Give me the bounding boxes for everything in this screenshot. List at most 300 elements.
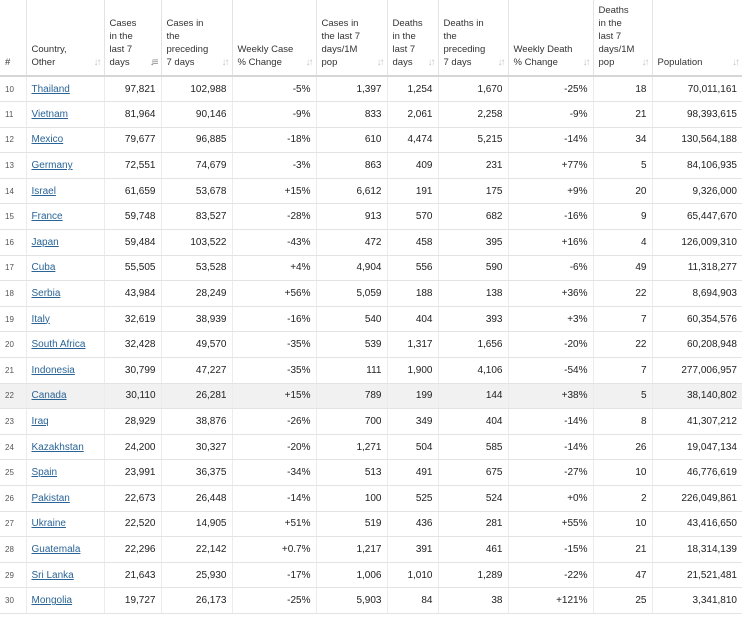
deaths-per-million-cell: 49 [593, 255, 652, 281]
deaths-last-7-days-cell: 349 [387, 409, 438, 435]
country-cell [26, 306, 104, 332]
deaths-preceding-cell: 404 [438, 409, 508, 435]
cases-preceding-cell: 26,281 [161, 383, 232, 409]
cases-last-7-days-cell: 30,799 [104, 358, 161, 384]
population-cell: 18,314,139 [652, 537, 742, 563]
country-link[interactable]: Canada [31, 390, 67, 402]
deaths-last-7-days-cell: 436 [387, 511, 438, 537]
weekly-death-change-cell: +121% [508, 588, 593, 614]
country-cell [26, 76, 104, 102]
deaths-preceding-cell: 1,289 [438, 562, 508, 588]
cases-last-7-days-cell: 32,428 [104, 332, 161, 358]
table-row [0, 588, 742, 614]
cases-preceding-cell: 26,173 [161, 588, 232, 614]
col-header-country[interactable] [26, 0, 104, 76]
cases-last-7-days-cell: 21,643 [104, 562, 161, 588]
weekly-case-change-cell: -26% [232, 409, 316, 435]
country-link[interactable]: Indonesia [31, 364, 75, 376]
country-link[interactable]: Germany [31, 160, 73, 172]
cases-preceding-cell: 30,327 [161, 434, 232, 460]
weekly-death-change-cell: -15% [508, 537, 593, 563]
table-row [0, 332, 742, 358]
rank-cell: 10 [0, 76, 26, 102]
population-cell: 126,009,310 [652, 230, 742, 256]
cases-preceding-cell: 103,522 [161, 230, 232, 256]
cases-preceding-cell: 38,939 [161, 306, 232, 332]
cases-per-million-cell: 700 [316, 409, 387, 435]
cases-preceding-cell: 53,678 [161, 178, 232, 204]
deaths-per-million-cell: 21 [593, 102, 652, 128]
population-cell: 43,416,650 [652, 511, 742, 537]
deaths-preceding-cell: 682 [438, 204, 508, 230]
population-cell: 98,393,615 [652, 102, 742, 128]
cases-preceding-cell: 26,448 [161, 486, 232, 512]
deaths-last-7-days-cell: 2,061 [387, 102, 438, 128]
weekly-case-change-cell: -34% [232, 460, 316, 486]
cases-per-million-cell: 540 [316, 306, 387, 332]
country-cell [26, 511, 104, 537]
deaths-per-million-cell: 2 [593, 486, 652, 512]
table-row [0, 562, 742, 588]
deaths-per-million-cell: 18 [593, 76, 652, 102]
population-cell: 38,140,802 [652, 383, 742, 409]
cases-per-million-cell: 4,904 [316, 255, 387, 281]
country-cell [26, 102, 104, 128]
country-link[interactable]: Ukraine [31, 518, 66, 530]
cases-per-million-cell: 789 [316, 383, 387, 409]
country-link[interactable]: Mexico [31, 134, 64, 146]
sort-icon: ↓↑ [305, 57, 312, 68]
country-cell [26, 486, 104, 512]
cases-last-7-days-cell: 97,821 [104, 76, 161, 102]
deaths-last-7-days-cell: 404 [387, 306, 438, 332]
deaths-preceding-cell: 675 [438, 460, 508, 486]
cases-last-7-days-cell: 22,520 [104, 511, 161, 537]
weekly-death-change-cell: -6% [508, 255, 593, 281]
table-row [0, 358, 742, 384]
col-header-weekly-case-change[interactable] [232, 0, 316, 76]
col-header-cases-preceding[interactable] [161, 0, 232, 76]
weekly-death-change-cell: +77% [508, 153, 593, 179]
table-row [0, 306, 742, 332]
cases-preceding-cell: 47,227 [161, 358, 232, 384]
cases-last-7-days-cell: 61,659 [104, 178, 161, 204]
population-cell: 19,047,134 [652, 434, 742, 460]
country-link[interactable]: Italy [31, 313, 50, 325]
weekly-death-change-cell: -14% [508, 434, 593, 460]
deaths-per-million-cell: 26 [593, 434, 652, 460]
population-cell: 84,106,935 [652, 153, 742, 179]
col-header-weekly-death-change[interactable] [508, 0, 593, 76]
cases-per-million-cell: 472 [316, 230, 387, 256]
country-cell [26, 204, 104, 230]
weekly-case-change-cell: +0.7% [232, 537, 316, 563]
deaths-last-7-days-cell: 556 [387, 255, 438, 281]
deaths-preceding-cell: 1,670 [438, 76, 508, 102]
rank-cell: 22 [0, 383, 26, 409]
deaths-per-million-cell: 4 [593, 230, 652, 256]
col-header-label: Population [657, 57, 703, 68]
rank-cell: 26 [0, 486, 26, 512]
deaths-last-7-days-cell: 391 [387, 537, 438, 563]
country-link[interactable]: Pakistan [31, 492, 70, 504]
country-link[interactable]: Iraq [31, 416, 49, 428]
weekly-case-change-cell: -18% [232, 127, 316, 153]
population-cell: 60,354,576 [652, 306, 742, 332]
weekly-death-change-cell: +0% [508, 486, 593, 512]
deaths-preceding-cell: 231 [438, 153, 508, 179]
sort-icon: ↓↑ [641, 57, 648, 68]
sort-icon: ↓↑ [221, 57, 228, 68]
deaths-preceding-cell: 590 [438, 255, 508, 281]
country-link[interactable]: Japan [31, 236, 59, 248]
rank-cell: 17 [0, 255, 26, 281]
weekly-case-change-cell: +15% [232, 178, 316, 204]
deaths-last-7-days-cell: 84 [387, 588, 438, 614]
cases-per-million-cell: 5,903 [316, 588, 387, 614]
population-cell: 41,307,212 [652, 409, 742, 435]
deaths-last-7-days-cell: 504 [387, 434, 438, 460]
deaths-last-7-days-cell: 1,254 [387, 76, 438, 102]
cases-last-7-days-cell: 22,673 [104, 486, 161, 512]
cases-last-7-days-cell: 59,748 [104, 204, 161, 230]
deaths-last-7-days-cell: 1,010 [387, 562, 438, 588]
sort-active-icon: ↓≡ [149, 57, 157, 68]
col-header-label: Deaths in the preceding 7 days [443, 18, 486, 68]
rank-cell: 13 [0, 153, 26, 179]
deaths-last-7-days-cell: 4,474 [387, 127, 438, 153]
country-link[interactable]: South Africa [31, 339, 86, 351]
deaths-per-million-cell: 10 [593, 511, 652, 537]
population-cell: 277,006,957 [652, 358, 742, 384]
col-header-cases-last-7-days[interactable] [104, 0, 161, 76]
deaths-preceding-cell: 281 [438, 511, 508, 537]
cases-preceding-cell: 22,142 [161, 537, 232, 563]
cases-last-7-days-cell: 23,991 [104, 460, 161, 486]
weekly-death-change-cell: +55% [508, 511, 593, 537]
table-row [0, 102, 742, 128]
col-header-label: Weekly Case % Change [237, 44, 294, 68]
rank-cell: 20 [0, 332, 26, 358]
table-row [0, 178, 742, 204]
country-link[interactable]: Guatemala [31, 543, 81, 555]
table-row [0, 409, 742, 435]
weekly-case-change-cell: +15% [232, 383, 316, 409]
deaths-preceding-cell: 395 [438, 230, 508, 256]
weekly-death-change-cell: -9% [508, 102, 593, 128]
cases-per-million-cell: 6,612 [316, 178, 387, 204]
cases-preceding-cell: 90,146 [161, 102, 232, 128]
rank-cell: 25 [0, 460, 26, 486]
weekly-death-change-cell: +36% [508, 281, 593, 307]
population-cell: 11,318,277 [652, 255, 742, 281]
weekly-death-change-cell: +38% [508, 383, 593, 409]
col-header-label: Cases in the last 7 days/1M pop [321, 18, 361, 68]
country-link[interactable]: Cuba [31, 262, 56, 274]
cases-preceding-cell: 25,930 [161, 562, 232, 588]
weekly-death-change-cell: -22% [508, 562, 593, 588]
rank-cell: 28 [0, 537, 26, 563]
deaths-preceding-cell: 38 [438, 588, 508, 614]
table-header-row [0, 0, 742, 76]
table-row [0, 511, 742, 537]
sort-icon: ↓↑ [376, 57, 383, 68]
deaths-preceding-cell: 4,106 [438, 358, 508, 384]
weekly-death-change-cell: +16% [508, 230, 593, 256]
weekly-case-change-cell: -16% [232, 306, 316, 332]
deaths-per-million-cell: 7 [593, 306, 652, 332]
cases-preceding-cell: 28,249 [161, 281, 232, 307]
country-cell [26, 358, 104, 384]
country-cell [26, 588, 104, 614]
weekly-death-change-cell: +3% [508, 306, 593, 332]
table-body [0, 76, 742, 613]
weekly-death-change-cell: -14% [508, 127, 593, 153]
weekly-case-change-cell: -14% [232, 486, 316, 512]
country-link[interactable]: Israel [31, 185, 56, 197]
population-cell: 9,326,000 [652, 178, 742, 204]
weekly-death-change-cell: +9% [508, 178, 593, 204]
cases-per-million-cell: 111 [316, 358, 387, 384]
rank-cell: 27 [0, 511, 26, 537]
sort-icon: ↓↑ [732, 57, 738, 68]
col-header-label: Cases in the last 7 days [109, 18, 137, 68]
country-link[interactable]: Vietnam [31, 108, 69, 120]
table-row [0, 537, 742, 563]
weekly-death-change-cell: -14% [508, 409, 593, 435]
cases-last-7-days-cell: 28,929 [104, 409, 161, 435]
cases-per-million-cell: 1,397 [316, 76, 387, 102]
weekly-case-change-cell: -35% [232, 358, 316, 384]
rank-cell: 19 [0, 306, 26, 332]
deaths-preceding-cell: 5,215 [438, 127, 508, 153]
weekly-death-change-cell: -16% [508, 204, 593, 230]
deaths-per-million-cell: 7 [593, 358, 652, 384]
cases-per-million-cell: 519 [316, 511, 387, 537]
col-header-deaths-last-7-days[interactable] [387, 0, 438, 76]
population-cell: 226,049,861 [652, 486, 742, 512]
weekly-case-change-cell: -5% [232, 76, 316, 102]
deaths-preceding-cell: 524 [438, 486, 508, 512]
deaths-preceding-cell: 2,258 [438, 102, 508, 128]
deaths-last-7-days-cell: 1,317 [387, 332, 438, 358]
cases-preceding-cell: 38,876 [161, 409, 232, 435]
deaths-last-7-days-cell: 491 [387, 460, 438, 486]
country-cell [26, 281, 104, 307]
deaths-last-7-days-cell: 199 [387, 383, 438, 409]
deaths-preceding-cell: 461 [438, 537, 508, 563]
col-header-label: Cases in the preceding 7 days [166, 18, 209, 68]
deaths-per-million-cell: 25 [593, 588, 652, 614]
weekly-death-change-cell: -54% [508, 358, 593, 384]
cases-last-7-days-cell: 59,484 [104, 230, 161, 256]
cases-preceding-cell: 74,679 [161, 153, 232, 179]
deaths-per-million-cell: 22 [593, 332, 652, 358]
rank-cell: 15 [0, 204, 26, 230]
country-link[interactable]: Thailand [31, 83, 70, 95]
rank-cell: 23 [0, 409, 26, 435]
country-cell [26, 255, 104, 281]
deaths-preceding-cell: 144 [438, 383, 508, 409]
cases-last-7-days-cell: 72,551 [104, 153, 161, 179]
table-row [0, 76, 742, 102]
country-link[interactable]: Sri Lanka [31, 569, 74, 581]
cases-last-7-days-cell: 22,296 [104, 537, 161, 563]
deaths-last-7-days-cell: 191 [387, 178, 438, 204]
population-cell: 130,564,188 [652, 127, 742, 153]
deaths-last-7-days-cell: 188 [387, 281, 438, 307]
deaths-preceding-cell: 175 [438, 178, 508, 204]
cases-preceding-cell: 83,527 [161, 204, 232, 230]
cases-last-7-days-cell: 79,677 [104, 127, 161, 153]
table-row [0, 204, 742, 230]
sort-icon: ↓↑ [427, 57, 434, 68]
deaths-preceding-cell: 393 [438, 306, 508, 332]
deaths-per-million-cell: 5 [593, 153, 652, 179]
col-header-deaths-preceding[interactable] [438, 0, 508, 76]
cases-per-million-cell: 5,059 [316, 281, 387, 307]
country-cell [26, 562, 104, 588]
population-cell: 3,341,810 [652, 588, 742, 614]
weekly-case-change-cell: -43% [232, 230, 316, 256]
population-cell: 60,208,948 [652, 332, 742, 358]
cases-last-7-days-cell: 55,505 [104, 255, 161, 281]
cases-per-million-cell: 513 [316, 460, 387, 486]
weekly-case-change-cell: -3% [232, 153, 316, 179]
cases-per-million-cell: 100 [316, 486, 387, 512]
table-row [0, 153, 742, 179]
weekly-case-change-cell: -35% [232, 332, 316, 358]
country-link[interactable]: Kazakhstan [31, 441, 84, 453]
table-row [0, 255, 742, 281]
deaths-last-7-days-cell: 1,900 [387, 358, 438, 384]
weekly-case-change-cell: -17% [232, 562, 316, 588]
sort-icon: ↓↑ [497, 57, 504, 68]
weekly-case-change-cell: -28% [232, 204, 316, 230]
weekly-case-change-cell: +4% [232, 255, 316, 281]
rank-cell: 21 [0, 358, 26, 384]
country-link[interactable]: France [31, 211, 63, 223]
col-header-label: Deaths in the last 7 days/1M pop [598, 5, 635, 68]
country-link[interactable]: Spain [31, 467, 58, 479]
deaths-per-million-cell: 8 [593, 409, 652, 435]
col-header-population[interactable] [652, 0, 742, 76]
table-row [0, 486, 742, 512]
deaths-preceding-cell: 585 [438, 434, 508, 460]
country-link[interactable]: Serbia [31, 288, 61, 300]
col-header-deaths-per-million[interactable] [593, 0, 652, 76]
deaths-last-7-days-cell: 458 [387, 230, 438, 256]
deaths-per-million-cell: 21 [593, 537, 652, 563]
cases-last-7-days-cell: 32,619 [104, 306, 161, 332]
cases-per-million-cell: 1,271 [316, 434, 387, 460]
cases-preceding-cell: 14,905 [161, 511, 232, 537]
rank-cell: 12 [0, 127, 26, 153]
cases-per-million-cell: 833 [316, 102, 387, 128]
cases-per-million-cell: 913 [316, 204, 387, 230]
weekly-case-change-cell: -25% [232, 588, 316, 614]
table-row [0, 230, 742, 256]
deaths-per-million-cell: 5 [593, 383, 652, 409]
table-row [0, 460, 742, 486]
cases-per-million-cell: 539 [316, 332, 387, 358]
weekly-case-change-cell: -9% [232, 102, 316, 128]
population-cell: 65,447,670 [652, 204, 742, 230]
col-header-rank[interactable] [0, 0, 26, 76]
population-cell: 8,694,903 [652, 281, 742, 307]
population-cell: 70,011,161 [652, 76, 742, 102]
cases-last-7-days-cell: 30,110 [104, 383, 161, 409]
deaths-per-million-cell: 22 [593, 281, 652, 307]
rank-cell: 29 [0, 562, 26, 588]
sort-icon: ↓↑ [582, 57, 589, 68]
deaths-per-million-cell: 34 [593, 127, 652, 153]
deaths-last-7-days-cell: 525 [387, 486, 438, 512]
col-header-cases-per-million[interactable] [316, 0, 387, 76]
population-cell: 21,521,481 [652, 562, 742, 588]
cases-per-million-cell: 1,006 [316, 562, 387, 588]
cases-preceding-cell: 36,375 [161, 460, 232, 486]
country-cell [26, 153, 104, 179]
table-row [0, 434, 742, 460]
cases-per-million-cell: 1,217 [316, 537, 387, 563]
country-cell [26, 434, 104, 460]
deaths-per-million-cell: 20 [593, 178, 652, 204]
deaths-last-7-days-cell: 570 [387, 204, 438, 230]
rank-cell: 30 [0, 588, 26, 614]
country-cell [26, 460, 104, 486]
weekly-death-change-cell: -27% [508, 460, 593, 486]
cases-last-7-days-cell: 24,200 [104, 434, 161, 460]
rank-cell: 11 [0, 102, 26, 128]
country-cell [26, 230, 104, 256]
cases-preceding-cell: 96,885 [161, 127, 232, 153]
deaths-preceding-cell: 138 [438, 281, 508, 307]
weekly-case-change-cell: +56% [232, 281, 316, 307]
deaths-per-million-cell: 10 [593, 460, 652, 486]
sort-icon: ↓↑ [93, 57, 100, 68]
cases-preceding-cell: 102,988 [161, 76, 232, 102]
country-link[interactable]: Mongolia [31, 595, 73, 607]
country-cell [26, 383, 104, 409]
col-header-label: Country, Other [31, 44, 67, 68]
table-row [0, 281, 742, 307]
population-cell: 46,776,619 [652, 460, 742, 486]
weekly-death-change-cell: -25% [508, 76, 593, 102]
deaths-per-million-cell: 47 [593, 562, 652, 588]
country-cell [26, 409, 104, 435]
col-header-label: # [5, 57, 11, 68]
country-cell [26, 178, 104, 204]
weekly-case-change-cell: -20% [232, 434, 316, 460]
cases-preceding-cell: 53,528 [161, 255, 232, 281]
table-row [0, 383, 742, 409]
rank-cell: 18 [0, 281, 26, 307]
deaths-per-million-cell: 9 [593, 204, 652, 230]
rank-cell: 24 [0, 434, 26, 460]
cases-last-7-days-cell: 43,984 [104, 281, 161, 307]
country-cell [26, 537, 104, 563]
col-header-label: Deaths in the last 7 days [392, 18, 423, 68]
weekly-death-change-cell: -20% [508, 332, 593, 358]
weekly-case-change-cell: +51% [232, 511, 316, 537]
cases-last-7-days-cell: 81,964 [104, 102, 161, 128]
cases-per-million-cell: 863 [316, 153, 387, 179]
table-row [0, 127, 742, 153]
cases-last-7-days-cell: 19,727 [104, 588, 161, 614]
country-cell [26, 127, 104, 153]
rank-cell: 14 [0, 178, 26, 204]
